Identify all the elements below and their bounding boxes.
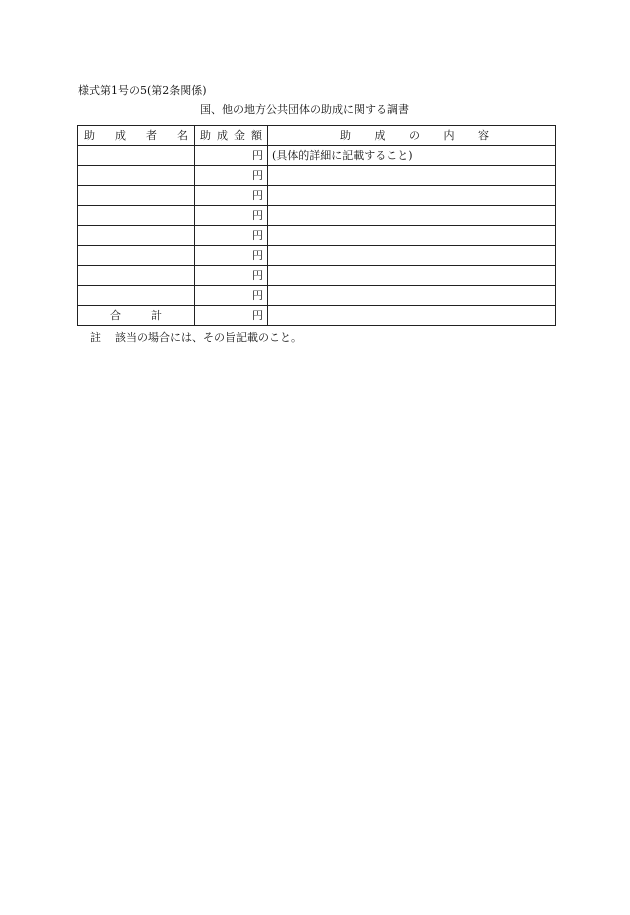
header-char: の xyxy=(409,129,420,142)
grant-amount-cell[interactable]: 円 xyxy=(195,226,268,246)
grantor-name-cell[interactable] xyxy=(78,246,195,266)
header-char: 成 xyxy=(374,129,386,142)
footnote-key: 註 xyxy=(90,331,101,344)
footnote xyxy=(90,331,302,345)
grant-amount-cell[interactable]: 円 xyxy=(195,286,268,306)
header-char: 成 xyxy=(217,129,228,142)
header-char: 容 xyxy=(478,129,489,142)
grantor-name-cell[interactable] xyxy=(78,186,195,206)
grantor-name-cell[interactable] xyxy=(78,286,195,306)
grant-amount-cell[interactable]: 円 xyxy=(195,206,268,226)
grant-content-cell[interactable] xyxy=(268,206,556,226)
header-char: 者 xyxy=(146,129,157,142)
document-title: 国、他の地方公共団体の助成に関する調書 xyxy=(200,103,409,116)
header-char: 額 xyxy=(251,129,262,142)
grant-content-cell[interactable]: (具体的詳細に記載すること) xyxy=(268,146,556,166)
total-amount-cell[interactable]: 円 xyxy=(195,306,268,326)
grantor-name-cell[interactable] xyxy=(78,146,195,166)
grant-amount-cell[interactable]: 円 xyxy=(195,166,268,186)
grant-content-cell[interactable] xyxy=(268,286,556,306)
table-header-row xyxy=(78,126,556,146)
header-grant-content xyxy=(268,126,556,146)
table-row xyxy=(78,146,556,166)
grant-amount-cell[interactable]: 円 xyxy=(195,246,268,266)
grant-content-cell[interactable] xyxy=(268,226,556,246)
table-row xyxy=(78,266,556,286)
grantor-name-cell[interactable] xyxy=(78,166,195,186)
footnote-text: 該当の場合には、その旨記載のこと。 xyxy=(115,331,302,344)
table-row xyxy=(78,206,556,226)
grant-content-cell[interactable] xyxy=(268,166,556,186)
header-grant-amount xyxy=(195,126,268,146)
total-label-char: 合 xyxy=(110,309,121,322)
grant-content-cell[interactable] xyxy=(268,246,556,266)
table-row xyxy=(78,186,556,206)
header-char: 金 xyxy=(234,129,245,142)
grant-amount-cell[interactable]: 円 xyxy=(195,266,268,286)
grant-amount-cell[interactable]: 円 xyxy=(195,146,268,166)
total-row xyxy=(78,306,556,326)
header-char: 助 xyxy=(84,129,95,142)
grantor-name-cell[interactable] xyxy=(78,226,195,246)
table-row xyxy=(78,246,556,266)
header-char: 助 xyxy=(200,129,211,142)
header-char: 名 xyxy=(177,129,188,142)
total-label-cell xyxy=(78,306,195,326)
header-char: 内 xyxy=(443,129,455,142)
header-char: 成 xyxy=(115,129,126,142)
table-row xyxy=(78,286,556,306)
table-row xyxy=(78,166,556,186)
grant-amount-cell[interactable]: 円 xyxy=(195,186,268,206)
form-label: 様式第1号の5(第2条関係) xyxy=(78,84,207,97)
grantor-name-cell[interactable] xyxy=(78,206,195,226)
grant-content-cell[interactable] xyxy=(268,186,556,206)
header-char: 助 xyxy=(340,129,351,142)
grantor-name-cell[interactable] xyxy=(78,266,195,286)
grant-content-cell[interactable] xyxy=(268,266,556,286)
total-content-cell[interactable] xyxy=(268,306,556,326)
header-grantor-name xyxy=(78,126,195,146)
total-label-char: 計 xyxy=(151,309,162,322)
grant-table xyxy=(77,125,556,326)
table-row xyxy=(78,226,556,246)
